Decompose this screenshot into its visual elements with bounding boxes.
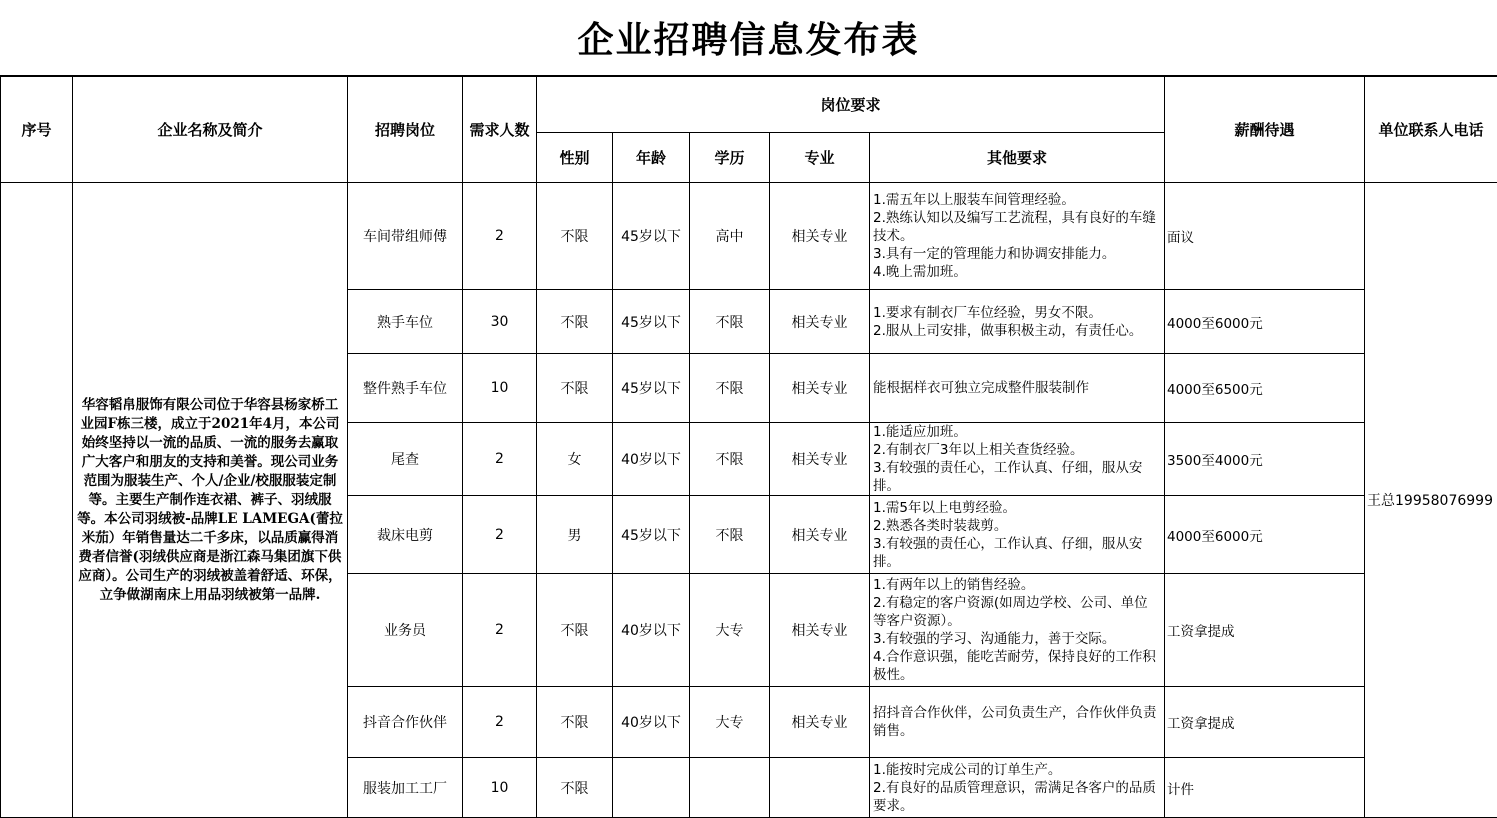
header-other: 其他要求	[870, 133, 1165, 183]
count-cell: 10	[463, 758, 537, 818]
salary-cell: 面议	[1165, 183, 1365, 290]
age-cell: 45岁以下	[613, 290, 690, 354]
gender-cell: 不限	[537, 758, 613, 818]
other-requirements-cell	[870, 290, 1165, 354]
gender-cell: 不限	[537, 290, 613, 354]
gender-cell: 不限	[537, 687, 613, 758]
requirement-line: 2.服从上司安排，做事积极主动，有责任心。	[873, 322, 1161, 340]
count-cell: 2	[463, 183, 537, 290]
gender-cell: 不限	[537, 354, 613, 423]
requirement-line: 1.能按时完成公司的订单生产。	[873, 761, 1161, 779]
major-cell: 相关专业	[770, 423, 870, 496]
major-cell: 相关专业	[770, 183, 870, 290]
age-cell: 40岁以下	[613, 423, 690, 496]
requirement-line: 2.熟练认知以及编写工艺流程，具有良好的车缝技术。	[873, 209, 1161, 245]
page-title: 企业招聘信息发布表	[0, 0, 1497, 76]
other-requirements-cell	[870, 423, 1165, 496]
major-cell: 相关专业	[770, 574, 870, 687]
header-major: 专业	[770, 133, 870, 183]
requirement-line: 3.有较强的学习、沟通能力，善于交际。	[873, 630, 1161, 648]
gender-cell: 女	[537, 423, 613, 496]
requirement-line: 1.能适应加班。	[873, 423, 1161, 441]
header-education: 学历	[690, 133, 770, 183]
education-cell: 不限	[690, 354, 770, 423]
education-cell: 高中	[690, 183, 770, 290]
major-cell: 相关专业	[770, 687, 870, 758]
age-cell: 45岁以下	[613, 183, 690, 290]
salary-cell: 4000至6000元	[1165, 496, 1365, 574]
contact-cell: 王总19958076999	[1365, 183, 1497, 818]
requirement-line: 1.需5年以上电剪经验。	[873, 499, 1161, 517]
major-cell: 相关专业	[770, 354, 870, 423]
age-cell: 40岁以下	[613, 574, 690, 687]
seq-cell	[1, 183, 73, 818]
other-requirements-cell	[870, 574, 1165, 687]
count-cell: 2	[463, 687, 537, 758]
table-row	[1, 183, 1497, 290]
major-cell	[770, 758, 870, 818]
age-cell	[613, 758, 690, 818]
other-requirements-cell	[870, 183, 1165, 290]
age-cell: 45岁以下	[613, 354, 690, 423]
position-cell: 业务员	[348, 574, 463, 687]
gender-cell: 不限	[537, 183, 613, 290]
salary-cell: 工资拿提成	[1165, 574, 1365, 687]
salary-cell: 计件	[1165, 758, 1365, 818]
count-cell: 2	[463, 496, 537, 574]
header-company: 企业名称及简介	[73, 77, 348, 183]
age-cell: 40岁以下	[613, 687, 690, 758]
header-position: 招聘岗位	[348, 77, 463, 183]
education-cell: 不限	[690, 423, 770, 496]
requirement-line: 3.具有一定的管理能力和协调安排能力。	[873, 245, 1161, 263]
count-cell: 10	[463, 354, 537, 423]
requirement-line: 2.有良好的品质管理意识，需满足各客户的品质要求。	[873, 779, 1161, 815]
header-count: 需求人数	[463, 77, 537, 183]
header-age: 年龄	[613, 133, 690, 183]
requirement-line: 2.有制衣厂3年以上相关查货经验。	[873, 441, 1161, 459]
salary-cell: 4000至6500元	[1165, 354, 1365, 423]
position-cell: 服装加工工厂	[348, 758, 463, 818]
header-salary: 薪酬待遇	[1165, 77, 1365, 183]
other-requirements-cell	[870, 758, 1165, 818]
position-cell: 熟手车位	[348, 290, 463, 354]
requirement-line: 2.熟悉各类时装裁剪。	[873, 517, 1161, 535]
age-cell: 45岁以下	[613, 496, 690, 574]
header-contact: 单位联系人电话	[1365, 77, 1497, 183]
other-requirements-cell	[870, 496, 1165, 574]
major-cell: 相关专业	[770, 496, 870, 574]
requirement-line: 4.晚上需加班。	[873, 263, 1161, 281]
other-requirements-cell	[870, 687, 1165, 758]
requirement-line: 能根据样衣可独立完成整件服装制作	[873, 379, 1161, 397]
requirement-line: 4.合作意识强，能吃苦耐劳，保持良好的工作积极性。	[873, 648, 1161, 684]
header-gender: 性别	[537, 133, 613, 183]
position-cell: 抖音合作伙伴	[348, 687, 463, 758]
company-intro: 华容韬帛服饰有限公司位于华容县杨家桥工业园F栋三楼，成立于2021年4月，本公司始终坚持以一流的品质、一流的服务去赢取广大客户和朋友的支持和美誉。现公司业务范围为服装生产、个人/企业/校服服装定制等。主要生产制作连衣裙、裤子、羽绒服等。本公司羽绒被-品牌LE LAMEGA(蕾拉米茄）年销售量达二千多床，以品质赢得消费者信誉(羽绒供应商是浙江森马集团旗下供应商）。公司生产的羽绒被盖着舒适、环保，立争做湖南床上用品羽绒被第一品牌.	[73, 183, 348, 818]
education-cell: 大专	[690, 687, 770, 758]
requirement-line: 2.有稳定的客户资源(如周边学校、公司、单位等客户资源）。	[873, 594, 1161, 630]
education-cell	[690, 758, 770, 818]
requirement-line: 3.有较强的责任心，工作认真、仔细，服从安排。	[873, 535, 1161, 571]
position-cell: 尾查	[348, 423, 463, 496]
position-cell: 车间带组师傅	[348, 183, 463, 290]
other-requirements-cell	[870, 354, 1165, 423]
recruitment-table	[0, 76, 1497, 818]
position-cell: 整件熟手车位	[348, 354, 463, 423]
requirement-line: 1.需五年以上服装车间管理经验。	[873, 191, 1161, 209]
count-cell: 30	[463, 290, 537, 354]
requirement-line: 3.有较强的责任心，工作认真、仔细，服从安排。	[873, 459, 1161, 495]
education-cell: 不限	[690, 496, 770, 574]
requirement-line: 1.要求有制衣厂车位经验，男女不限。	[873, 304, 1161, 322]
gender-cell: 不限	[537, 574, 613, 687]
position-cell: 裁床电剪	[348, 496, 463, 574]
salary-cell: 3500至4000元	[1165, 423, 1365, 496]
header-seq: 序号	[1, 77, 73, 183]
requirement-line: 招抖音合作伙伴，公司负责生产，合作伙伴负责销售。	[873, 704, 1161, 740]
header-requirements: 岗位要求	[537, 77, 1165, 133]
major-cell: 相关专业	[770, 290, 870, 354]
count-cell: 2	[463, 423, 537, 496]
salary-cell: 工资拿提成	[1165, 687, 1365, 758]
salary-cell: 4000至6000元	[1165, 290, 1365, 354]
gender-cell: 男	[537, 496, 613, 574]
requirement-line: 1.有两年以上的销售经验。	[873, 576, 1161, 594]
education-cell: 大专	[690, 574, 770, 687]
count-cell: 2	[463, 574, 537, 687]
education-cell: 不限	[690, 290, 770, 354]
